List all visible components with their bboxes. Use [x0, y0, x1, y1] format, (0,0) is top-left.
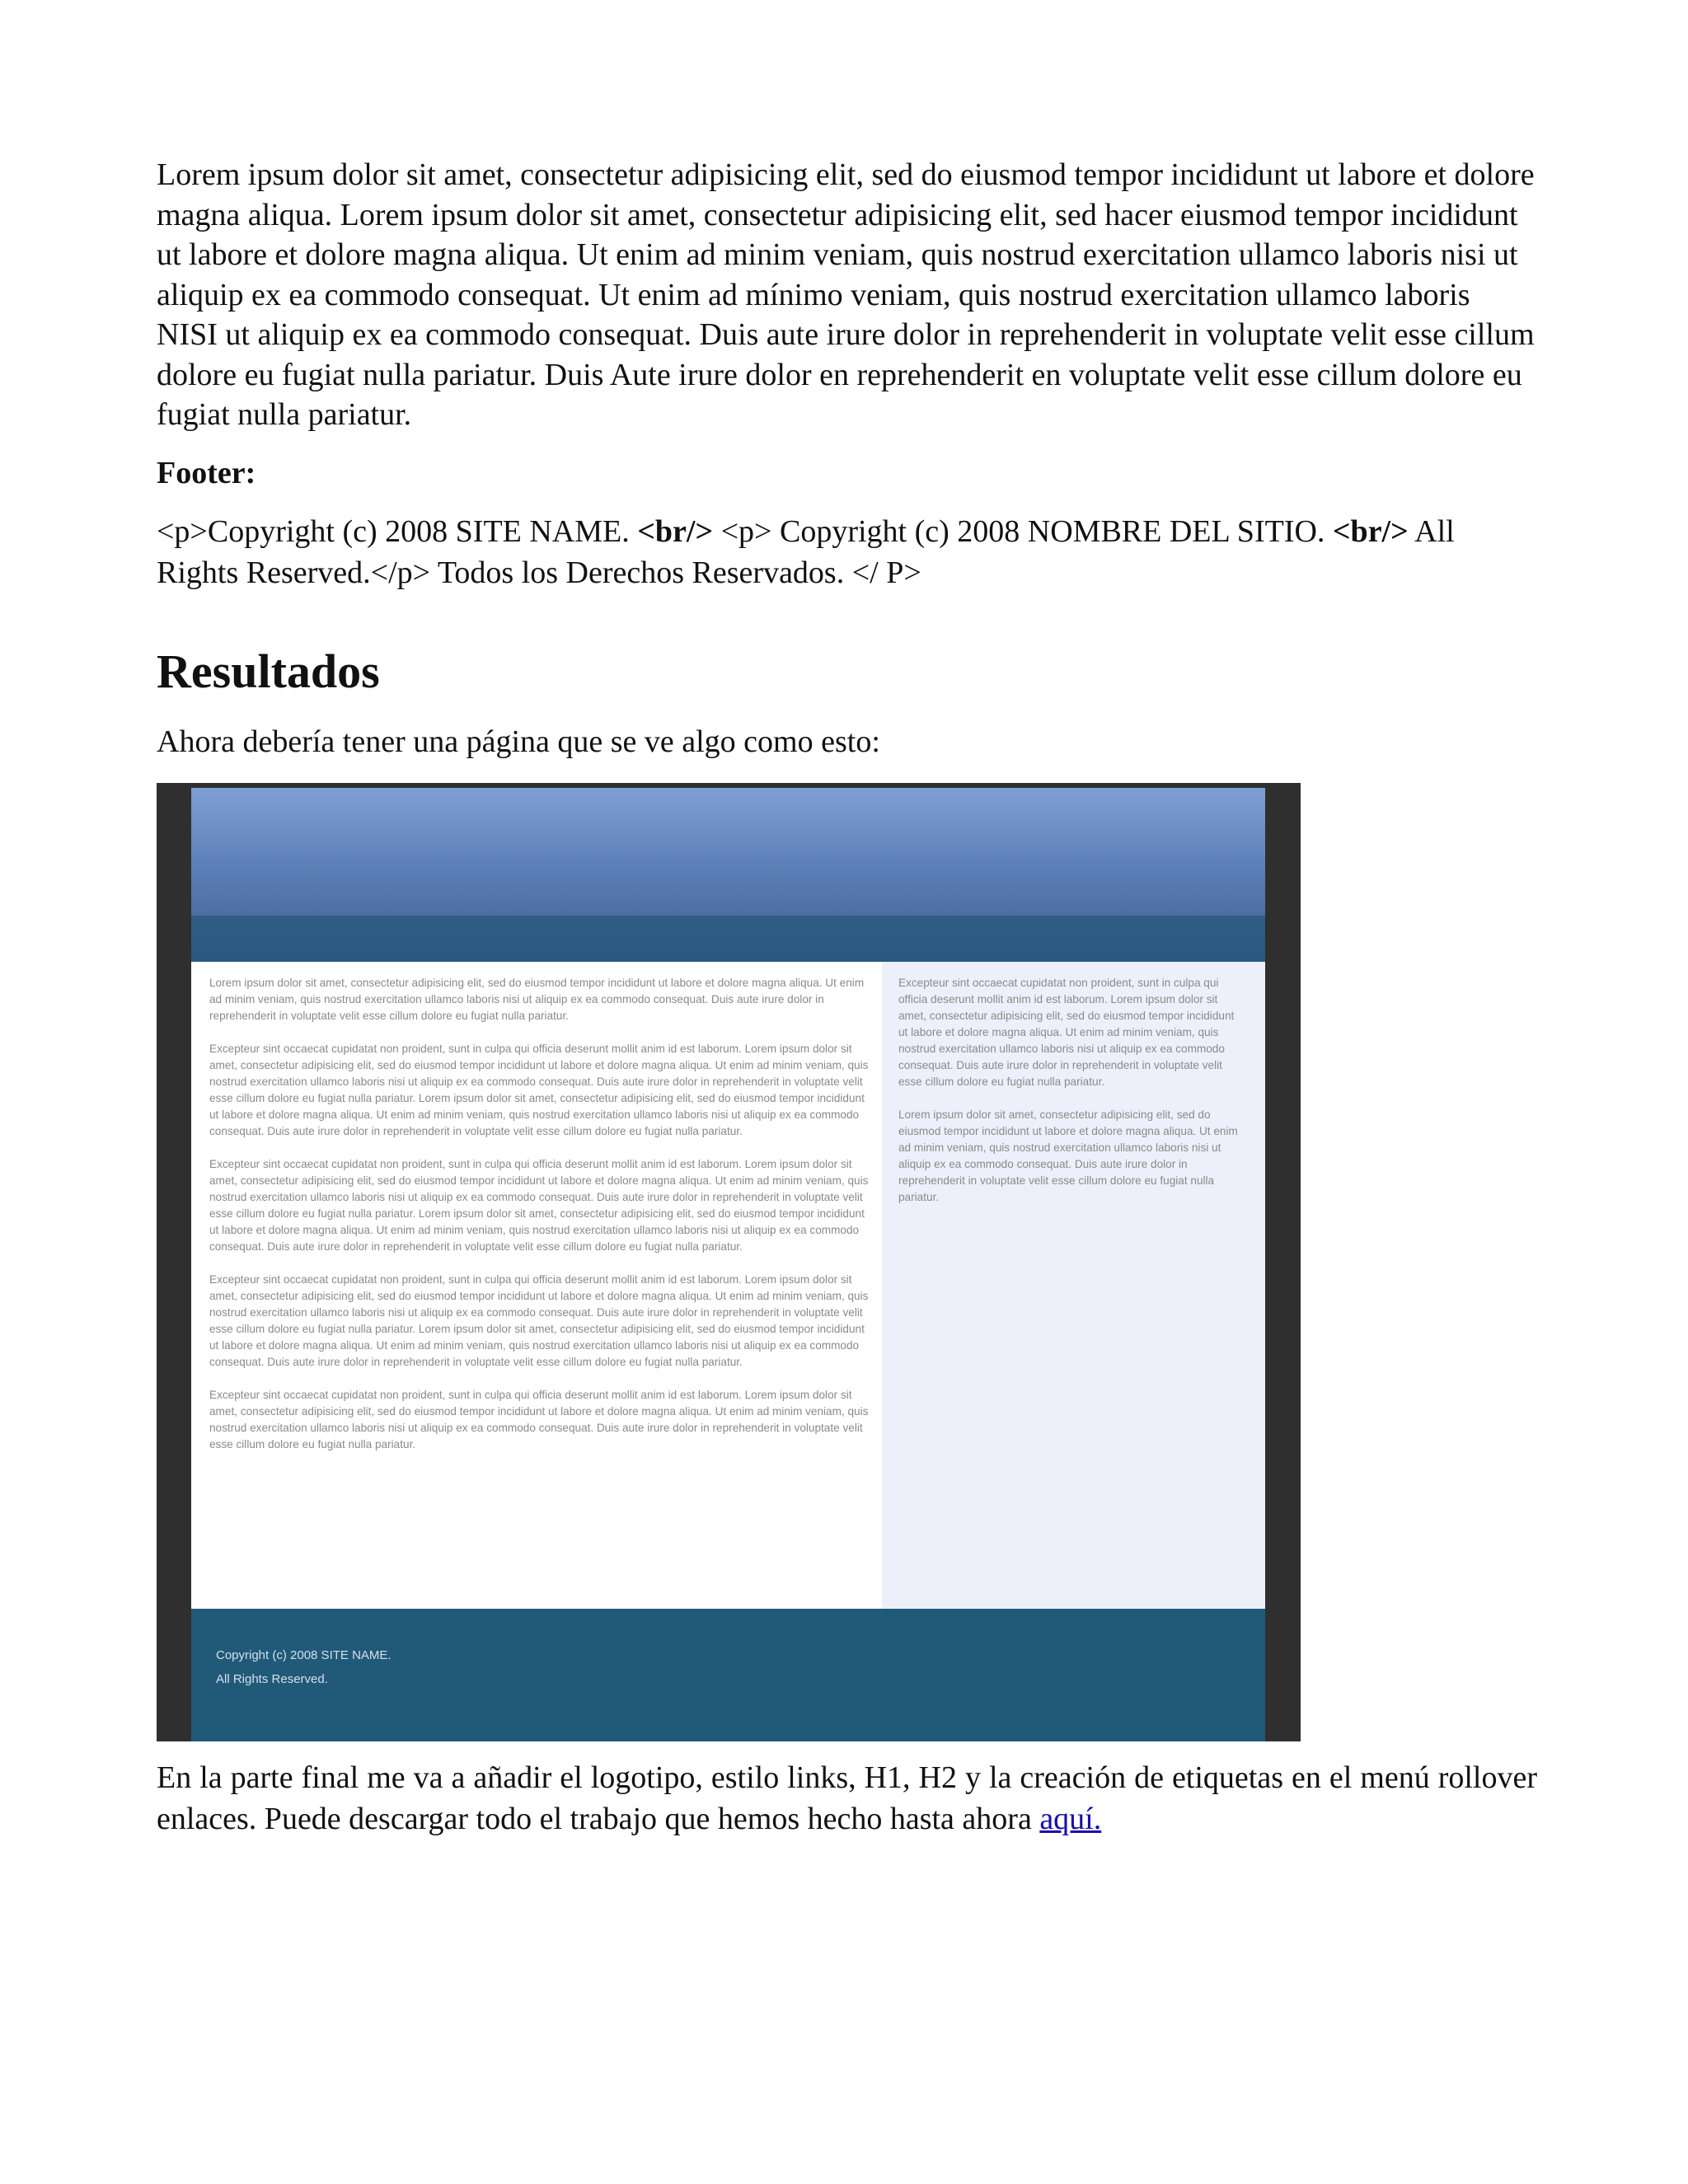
- screenshot-main-paragraph: Excepteur sint occaecat cupidatat non proident, sunt in culpa qui officia deserunt mollit anim id est laborum. Lorem ipsum dolor sit amet, consectetur adipisicing elit, sed do eiusmod tempor incididunt ut labore et dolore magna aliqua. Ut enim ad minim veniam, quis nostrud exercitation ullamco laboris nisi ut aliquip ex ea commodo consequat. Duis aute irure dolor in reprehenderit in voluptate velit esse cillum dolore eu fugiat nulla pariatur.: [209, 1389, 869, 1451]
- screenshot-sidebar-text: [898, 975, 1245, 1222]
- closing-text: En la parte final me va a añadir el logotipo, estilo links, H1, H2 y la creación de etiquetas en el menú rollover enlaces. Puede descargar todo el trabajo que hemos hecho hasta ahora: [157, 1760, 1537, 1836]
- screenshot-footer-line2: All Rights Reserved.: [216, 1672, 328, 1686]
- screenshot-sidebar: [882, 962, 1265, 1609]
- footer-code-part1: <p>Copyright (c) 2008 SITE NAME.: [157, 513, 638, 549]
- screenshot-main-paragraph: Excepteur sint occaecat cupidatat non proident, sunt in culpa qui officia deserunt mollit anim id est laborum. Lorem ipsum dolor sit amet, consectetur adipisicing elit, sed do eiusmod tempor incididunt ut labore et dolore magna aliqua. Ut enim ad minim veniam, quis nostrud exercitation ullamco laboris nisi ut aliquip ex ea commodo consequat. Duis aute irure dolor in reprehenderit in voluptate velit esse cillum dolore eu fugiat nulla pariatur. Lorem ipsum dolor sit amet, consectetur adipisicing elit, sed do eiusmod tempor incididunt ut labore et dolore magna aliqua. Ut enim ad minim veniam, quis nostrud exercitation ullamco laboris nisi ut aliquip ex ea commodo consequat. Duis aute irure dolor in reprehenderit in voluptate velit esse cillum dolore eu fugiat nulla pariatur.: [209, 1158, 869, 1253]
- footer-code-part2: <p> Copyright (c) 2008 NOMBRE DEL SITIO.: [713, 513, 1333, 549]
- screenshot-footer: [191, 1609, 1265, 1741]
- screenshot-nav-band: [191, 916, 1265, 962]
- screenshot-layout: [191, 788, 1265, 1741]
- footer-code-paragraph: [157, 511, 1537, 593]
- screenshot-footer-line1: Copyright (c) 2008 SITE NAME.: [216, 1648, 392, 1662]
- screenshot-main-text: [209, 975, 869, 1469]
- footer-code-br1: <br/>: [637, 513, 714, 549]
- document-content: [157, 155, 1537, 762]
- download-link[interactable]: aquí.: [1039, 1802, 1102, 1836]
- screenshot-main-column: [191, 962, 882, 1609]
- screenshot-main-paragraph: Excepteur sint occaecat cupidatat non proident, sunt in culpa qui officia deserunt mollit anim id est laborum. Lorem ipsum dolor sit amet, consectetur adipisicing elit, sed do eiusmod tempor incididunt ut labore et dolore magna aliqua. Ut enim ad minim veniam, quis nostrud exercitation ullamco laboris nisi ut aliquip ex ea commodo consequat. Duis aute irure dolor in reprehenderit in voluptate velit esse cillum dolore eu fugiat nulla pariatur. Lorem ipsum dolor sit amet, consectetur adipisicing elit, sed do eiusmod tempor incididunt ut labore et dolore magna aliqua. Ut enim ad minim veniam, quis nostrud exercitation ullamco laboris nisi ut aliquip ex ea commodo consequat. Duis aute irure dolor in reprehenderit in voluptate velit esse cillum dolore eu fugiat nulla pariatur.: [209, 1273, 869, 1368]
- screenshot-header: [191, 788, 1265, 962]
- footer-code-part3: All Rights Reserved.</p> Todos los Derechos Reservados. </ P>: [157, 513, 1455, 590]
- screenshot-main-paragraph: Lorem ipsum dolor sit amet, consectetur adipisicing elit, sed do eiusmod tempor incididunt ut labore et dolore magna aliqua. Ut enim ad minim veniam, quis nostrud exercitation ullamco laboris nisi ut aliquip ex ea commodo consequat. Duis aute irure dolor in reprehenderit in voluptate velit esse cillum dolore eu fugiat nulla pariatur.: [209, 977, 865, 1022]
- footer-code-br2: <br/>: [1332, 513, 1409, 549]
- closing-section: [157, 1757, 1537, 1840]
- intro-paragraph: Lorem ipsum dolor sit amet, consectetur adipisicing elit, sed do eiusmod tempor incididunt ut labore et dolore magna aliqua. Lorem ipsum dolor sit amet, consectetur adipisicing elit, sed hacer eiusmod tempor incididunt ut labore et dolore magna aliqua. Ut enim ad minim veniam, quis nostrud exercitation ullamco laboris nisi ut aliquip ex ea commodo consequat. Ut enim ad mínimo veniam, quis nostrud exercitation ullamco laboris NISI ut aliquip ex ea commodo consequat. Duis aute irure dolor in reprehenderit in voluptate velit esse cillum dolore eu fugiat nulla pariatur. Duis Aute irure dolor en reprehenderit en voluptate velit esse cillum dolore eu fugiat nulla pariatur.: [157, 157, 1535, 432]
- results-intro: Ahora debería tener una página que se ve algo como esto:: [157, 724, 880, 759]
- screenshot-side-paragraph: Lorem ipsum dolor sit amet, consectetur adipisicing elit, sed do eiusmod tempor incididunt ut labore et dolore magna aliqua. Ut enim ad minim veniam, quis nostrud exercitation ullamco laboris nisi ut aliquip ex ea commodo consequat. Duis aute irure dolor in reprehenderit in voluptate velit esse cillum dolore eu fugiat nulla pariatur.: [898, 1108, 1238, 1203]
- results-heading: Resultados: [157, 644, 380, 698]
- result-screenshot: [157, 783, 1301, 1741]
- footer-label: Footer:: [157, 455, 256, 490]
- screenshot-side-paragraph: Excepteur sint occaecat cupidatat non proident, sunt in culpa qui officia deserunt mollit anim id est laborum. Lorem ipsum dolor sit amet, consectetur adipisicing elit, sed do eiusmod tempor incididunt ut labore et dolore magna aliqua. Ut enim ad minim veniam, quis nostrud exercitation ullamco laboris nisi ut aliquip ex ea commodo consequat. Duis aute irure dolor in reprehenderit in voluptate velit esse cillum dolore eu fugiat nulla pariatur.: [898, 977, 1235, 1088]
- screenshot-main-paragraph: Excepteur sint occaecat cupidatat non proident, sunt in culpa qui officia deserunt mollit anim id est laborum. Lorem ipsum dolor sit amet, consectetur adipisicing elit, sed do eiusmod tempor incididunt ut labore et dolore magna aliqua. Ut enim ad minim veniam, quis nostrud exercitation ullamco laboris nisi ut aliquip ex ea commodo consequat. Duis aute irure dolor in reprehenderit in voluptate velit esse cillum dolore eu fugiat nulla pariatur. Lorem ipsum dolor sit amet, consectetur adipisicing elit, sed do eiusmod tempor incididunt ut labore et dolore magna aliqua. Ut enim ad minim veniam, quis nostrud exercitation ullamco laboris nisi ut aliquip ex ea commodo consequat. Duis aute irure dolor in reprehenderit in voluptate velit esse cillum dolore eu fugiat nulla pariatur.: [209, 1043, 869, 1137]
- closing-paragraph: [157, 1757, 1537, 1840]
- screenshot-footer-text: [216, 1643, 392, 1691]
